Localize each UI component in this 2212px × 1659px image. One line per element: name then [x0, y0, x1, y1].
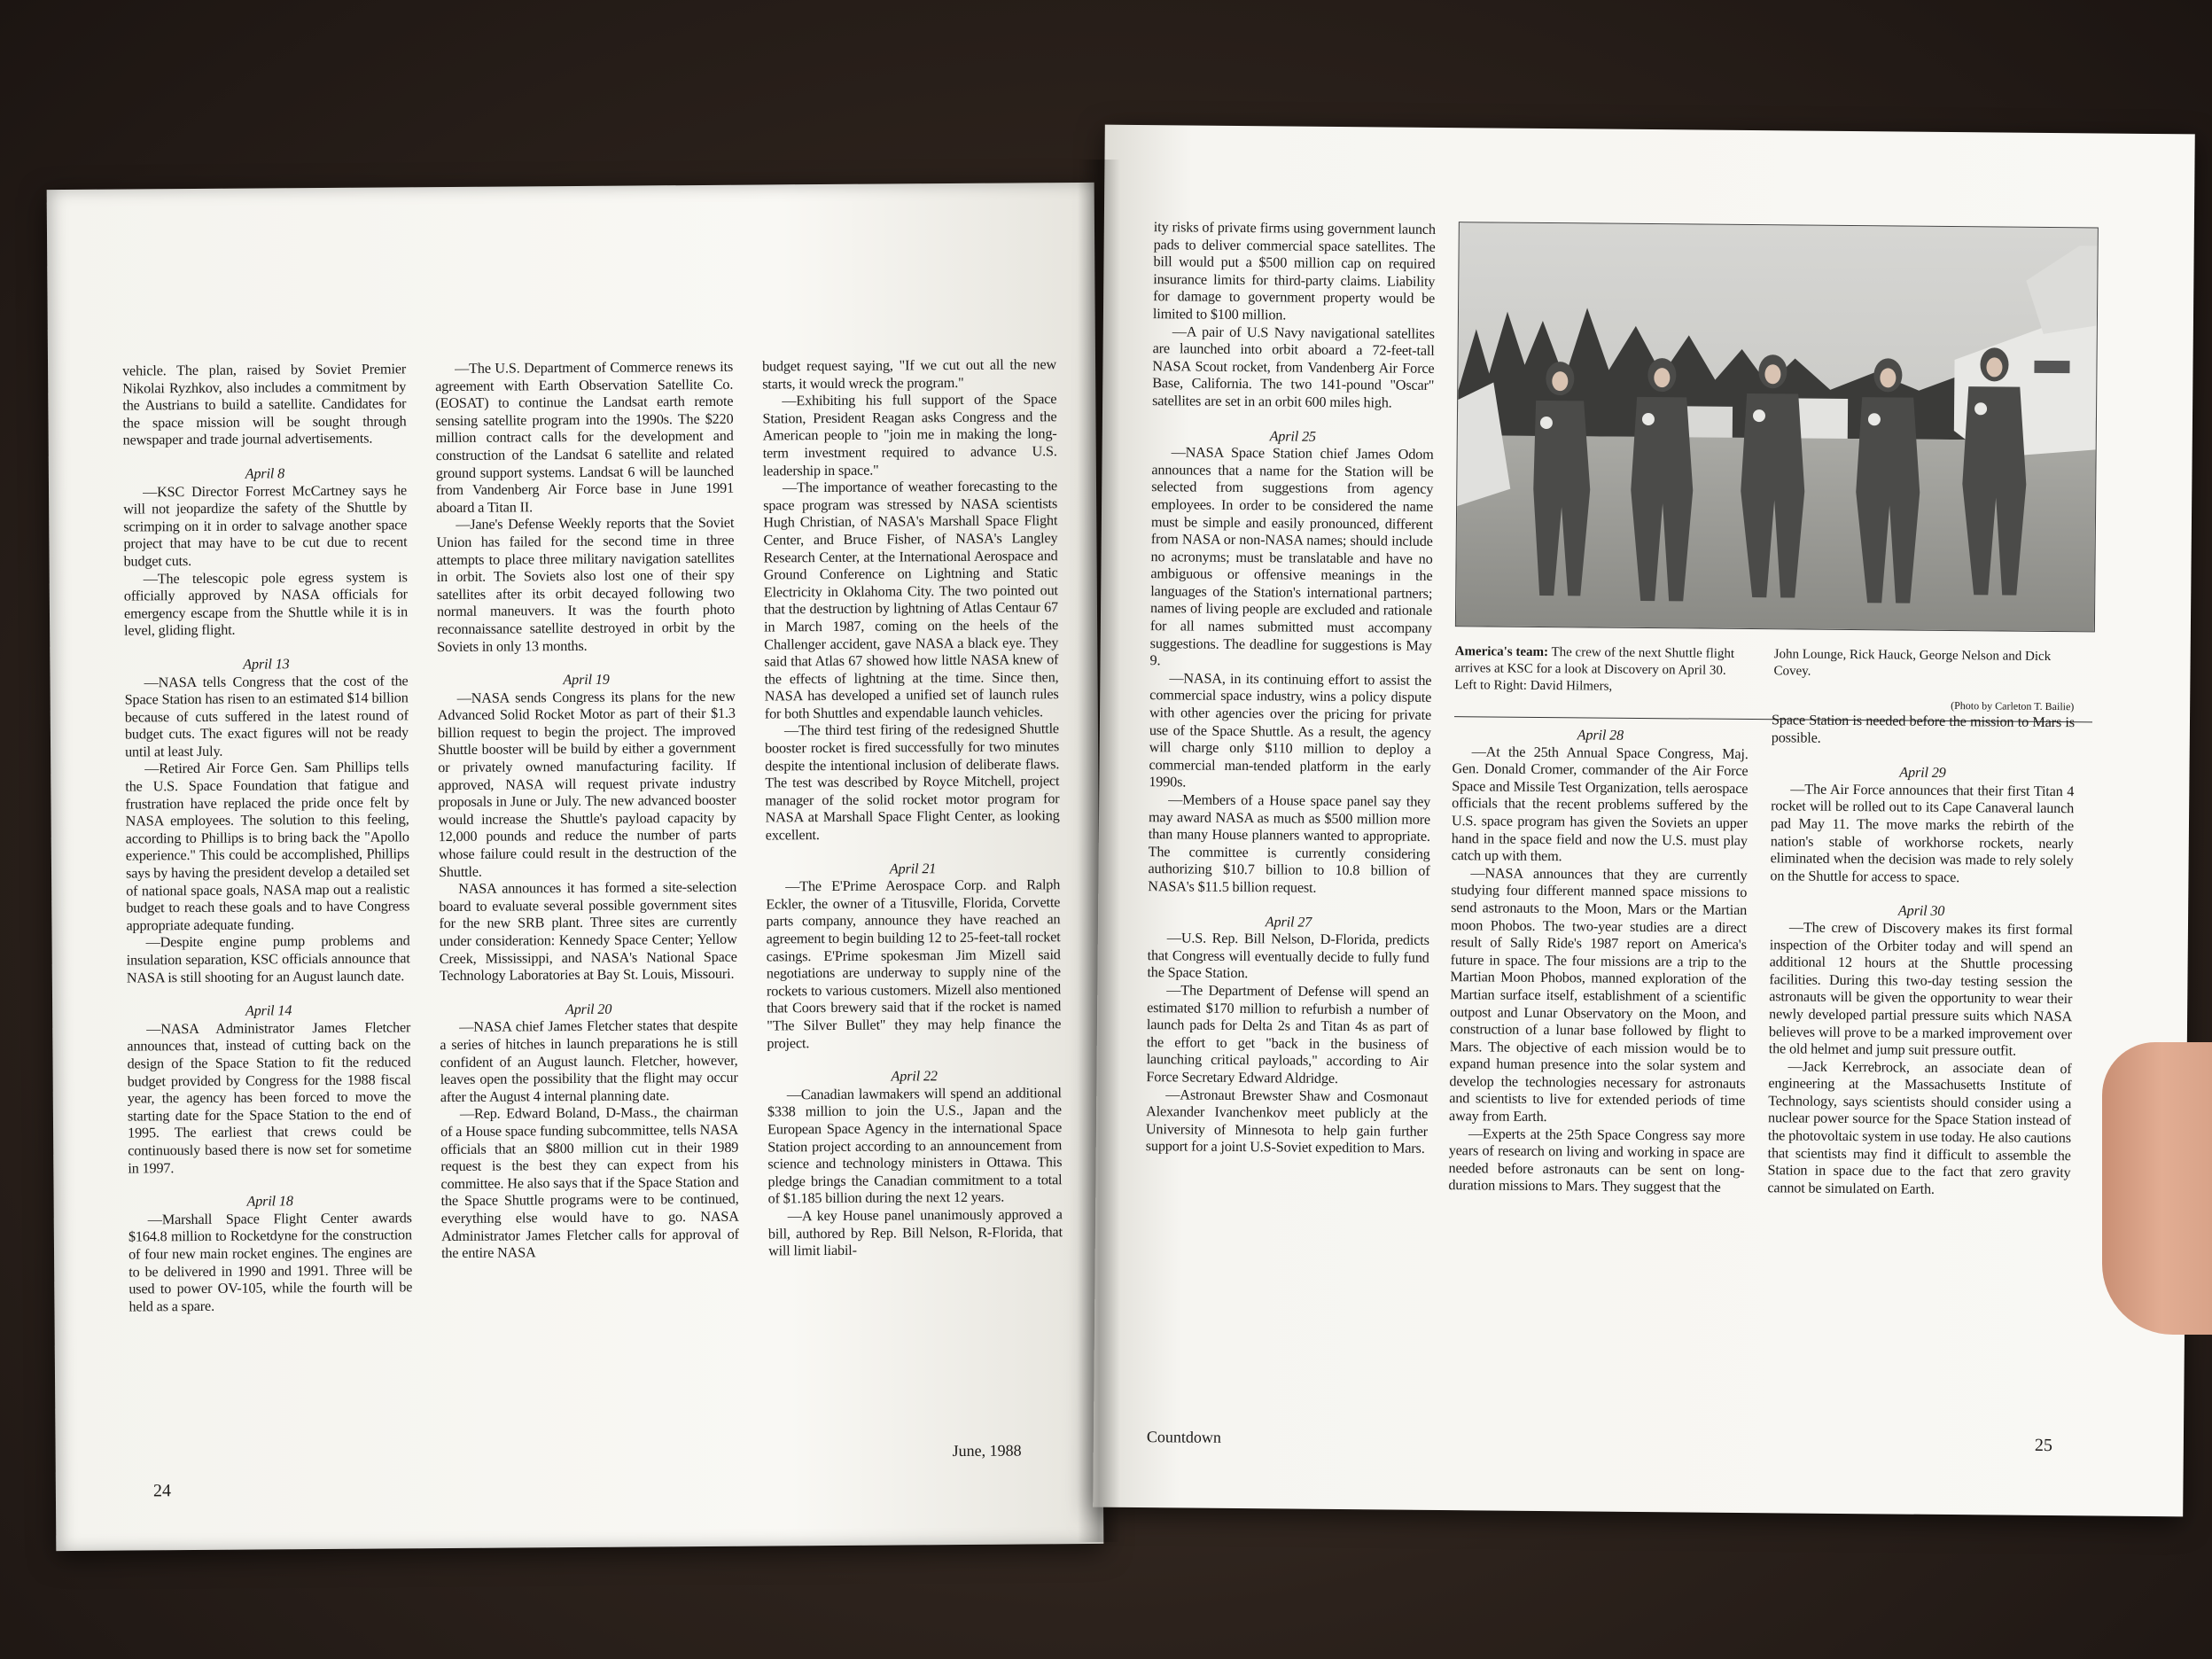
news-paragraph: —U.S. Rep. Bill Nelson, D-Florida, predicts that Congress will eventually decide to fully fund the Space Station. — [1147, 930, 1429, 982]
news-paragraph: —The E'Prime Aerospace Corp. and Ralph Eckler, the owner of a Titusville, Florida, Corvette parts company, announce they have reached an agreement to begin building 12 to 25-feet-tall rocket casings. E'Prime spokesman Jim Mizell said negotiations are underway to supply nine of the rockets to various customers. Mizell also mentioned that Coors brewery said that if the rocket is named "The Silver Bullet" they may help finance the project. — [766, 876, 1062, 1052]
news-paragraph: ity risks of private firms using government launch pads to deliver commercial space satellites. The bill would put a $500 million cap on required insurance limits for third-party claims. Liability for damage to government property would be limited to $100 million. — [1152, 219, 1436, 323]
entry-date: April 25 — [1269, 427, 1317, 445]
news-paragraph: —The telescopic pole egress system is officially approved by NASA officials for emergency escape from the Shuttle while it is in level, gliding flight. — [123, 568, 409, 639]
news-paragraph: —A pair of U.S Navy navigational satellites are launched into orbit aboard a 72-feet-tall NASA Scout rocket, from Vandenberg Air Force Base, California. The two 141-pound "Oscar" satellites are set in an orbit 600 miles high. — [1152, 323, 1435, 411]
entry-date: April 27 — [1265, 913, 1312, 931]
news-paragraph: —Rep. Edward Boland, D-Mass., the chairman of a House space funding subcommittee, tells NASA officials that an $800 million cut in their 1989 request is the best they can expect from his committee. He also says that if the Space Station and the Space Shuttle programs were to be continued, everything else would have to go. NASA Administrator James Fletcher calls for approval of the entire NASA — [440, 1104, 739, 1262]
news-paragraph: budget request saying, "If we cut out all the new starts, it would wreck the program." — [762, 356, 1057, 393]
news-paragraph: vehicle. The plan, raised by Soviet Premier Nikolai Ryzhkov, also includes a commitment by the Austrians to build a satellite. Candidates for the space mission will be sought through newspaper and trade journal advertisements. — [122, 361, 407, 448]
news-paragraph: —Jane's Defense Weekly reports that the Soviet Union has failed for the second time in three attempts to place three military navigation satellites in orbit. The Soviets also lost one of their spy satellites after its orbit decayed following two normal maneuvers. It was the fourth photo reconnaissance satellite destroyed in orbit by the Soviets in only 13 months. — [436, 515, 736, 655]
entry-date: April 8 — [245, 465, 285, 482]
news-paragraph: —KSC Director Forrest McCartney says he will not jeopardize the safety of the Shuttle by scrimping on it in order to salvage another space project that may have to be cut due to recent budget cuts. — [123, 481, 408, 570]
news-paragraph: —The Department of Defense will spend an estimated $170 million to refurbish a number of launch pads for Delta 2s and Titan 4s as part of the effort to get "back in the business of launching critical payloads," according to Air Force Secretary Edward Aldridge. — [1146, 982, 1429, 1087]
news-paragraph: —Despite engine pump problems and insulation separation, KSC officials announce that NASA is still shooting for an August launch date. — [126, 932, 410, 986]
news-paragraph: —NASA announces that they are currently studying four different manned space missions to send astronauts to the Moon, Mars or the Martian moon Phobos. The two-year studies are a direct result of Sally Ride's 1987 report on America's future in space. The four missions are a trip to the Martian Moon Phobos, manned exploration of the Martian surface itself, establishment of a scientific outpost and Lunar Observatory on the Moon, and construction of a lunar base followed by flight to Mars. The objective of each mission would be to expand human presence into the solar system and develop the technologies necessary for astronauts and scientists to live for extended periods of time away from Earth. — [1449, 865, 1748, 1125]
news-paragraph: —A key House panel unanimously approved a bill, authored by Rep. Bill Nelson, R-Florida, that will limit liabil- — [767, 1206, 1063, 1259]
crew-photo-image — [1456, 222, 2098, 631]
news-paragraph: NASA announces it has formed a site-selection board to evaluate several possible government sites for the new SRB plant. Three sites are currently under consideration: Kennedy Space Center; Yellow Creek, Mississippi, and NASA's National Space Technology Laboratories at Bay St. Louis, Missouri. — [439, 878, 737, 985]
news-paragraph: —At the 25th Annual Space Congress, Maj. Gen. Donald Cromer, commander of the Air Force Space and Missile Test Organization, tells aerospace officials that the recent problems suffered by the U.S. space program has given the Soviets an upper hand in the space field and now the U.S. must play catch up with them. — [1451, 743, 1749, 865]
news-paragraph: —NASA chief James Fletcher states that despite a series of hitches in launch preparations he is still confident of an August launch. Fletcher, however, leaves open the possibility that the flight may occur after the August 4 internal planning date. — [440, 1017, 738, 1105]
right-page — [1093, 125, 2195, 1517]
entry-date: April 28 — [1577, 727, 1624, 744]
left-page — [47, 183, 1104, 1551]
news-paragraph: —The crew of Discovery makes its first formal inspection of the Orbiter today and will spend an additional 12 hours at the Shuttle processing facilities. During this two-day testing session the astronauts will be given the opportunity to wear their newly developed partial pressure suits which NASA believes will prove to be a marked improvement over the old helmet and jump suit pressure outfit. — [1768, 919, 2074, 1059]
news-paragraph: —Members of a House space panel say they may award NASA as much as $500 million more than many House planners wanted to appropriate. The committee is currently considering authorizing $10.7 billion to 10.8 billion of NASA's $11.5 billion request. — [1148, 791, 1431, 896]
entry-date: April 19 — [563, 671, 610, 689]
right-page-column-1 — [1146, 219, 1436, 1158]
photo-credit: (Photo by Carleton T. Bailie) — [1951, 699, 2075, 713]
photo-caption-left — [1454, 643, 1736, 697]
news-paragraph: —The third test firing of the redesigned Shuttle booster rocket is fired successfully for two minutes despite the intentional inclusion of deliberate flaws. The test was described by Royce Mitchell, project manager of the solid rocket motor program for NASA at Marshall Space Flight Center, as looking excellent. — [765, 720, 1060, 844]
news-paragraph: —Marshall Space Flight Center awards $164.8 million to Rocketdyne for the construction of four new main rocket engines. The engines are to be delivered in 1990 and 1991. Three will be used to power OV-105, while the fourth will be held as a spare. — [128, 1210, 413, 1315]
caption-text: The crew of the next Shuttle flight arrives at KSC for a look at Discovery on April 30. Left to Right: David Hilmers, — [1454, 645, 1735, 694]
left-page-column-2 — [435, 359, 739, 1263]
page-number: 25 — [2034, 1435, 2052, 1456]
right-page-column-2 — [1448, 709, 1749, 1197]
news-paragraph: —Retired Air Force Gen. Sam Phillips tells the U.S. Space Foundation that fatigue and frustration have replaced the pride once felt by NASA employees. The solution to this feeling, according to Phillips is to bring back the "Apollo experience." This could be accomplished, Phillips says by having the president develop a detailed set of national space goals, NASA map out a realistic budget to reach these goals and to have Congress appropriate adequate funding. — [125, 759, 410, 934]
entry-date: April 21 — [889, 860, 937, 877]
entry-date: April 20 — [565, 1001, 612, 1017]
crew-photo — [1455, 222, 2099, 632]
news-paragraph: —The U.S. Department of Commerce renews its agreement with Earth Observation Satellite Co. (EOSAT) to continue the Landsat earth remote sensing satellite program into the 1990s. The $220 million contract calls for the development and construction of the Landsat 6 satellite and related ground support systems. Landsat 6 will be launched from Vandenberg Air Force base in June 1991 aboard a Titan II. — [435, 358, 735, 516]
news-paragraph: —Exhibiting his full support of the Space Station, President Reagan asks Congress and the American people to "join me in making the long-term investment required to advance U.S. leadership in space." — [762, 391, 1057, 479]
caption-lead: America's team: — [1454, 644, 1549, 660]
news-paragraph: Space Station is needed before the mission to Mars is possible. — [1771, 712, 2076, 746]
right-page-column-3 — [1767, 712, 2075, 1199]
magazine-title: Countdown — [1146, 1428, 1222, 1446]
news-paragraph: —NASA sends Congress its plans for the new Advanced Solid Rocket Motor as part of their $1.3 billion request to begin the project. The improved Shuttle booster will be build by either a government or privately owned manufacturing facility. If approved, NASA will request private industry proposals in June or July. The new advanced booster would increase the Shuttle's payload capacity by 12,000 pounds and reduce the number of parts whose failure could result in the destruction of the Shuttle. — [437, 688, 736, 880]
entry-date: April 13 — [243, 656, 290, 673]
news-paragraph: —Astronaut Brewster Shaw and Cosmonaut Alexander Ivanchenkov meet publicly at the University of Minnesota to help gain further support for a joint U.S-Soviet expedition to Mars. — [1145, 1086, 1429, 1157]
news-paragraph: —Canadian lawmakers will spend an additional $338 million to join the U.S., Japan and the European Space Agency in the international Space Station project according to an announcement from science and technology ministers in Ottawa. This pledge brings the Canadian commitment to a total of $1.185 billion during the next 12 years. — [767, 1084, 1063, 1207]
page-number: 24 — [152, 1481, 171, 1501]
news-paragraph: —NASA Space Station chief James Odom announces that a name for the Station will be selected from suggestions from agency employees. In order to be considered the name must be simple and easily pronounced, different from NASA or non-NASA names; should include no acronyms; must be translatable and have no ambiguous or offensive meanings in the languages of the Station's international partners; names of living people are excluded and rationale for all names submitted must accompany suggestions. The deadline for suggestions is May 9. — [1149, 444, 1434, 669]
left-page-column-3 — [762, 356, 1063, 1260]
news-paragraph: —NASA Administrator James Fletcher announces that, instead of cutting back on the design of the Space Station to fit the reduced budget provided by Congress for the 1988 fiscal year, the agency has been forced to move the starting date for the Space Station to the end of 1995. The earliest that crews could be continuously based there is now set for sometime in 1997. — [127, 1019, 412, 1177]
entry-date: April 22 — [891, 1068, 938, 1085]
news-paragraph: —NASA, in its continuing effort to assist the commercial space industry, wins a policy dispute with other agencies over the pricing for private use of the Space Shuttle. As a result, the agency will charge only $110 million to deploy a commercial man-tended platform in the early 1990s. — [1149, 670, 1432, 791]
photo-caption-right: John Lounge, Rick Hauck, George Nelson and Dick Covey. — [1773, 647, 2052, 679]
news-paragraph: —Experts at the 25th Space Congress say more years of research on living and working in space are needed before astronauts can be sent on long-duration missions to Mars. They suggest that the — [1448, 1125, 1745, 1196]
news-paragraph: —The importance of weather forecasting to the space program was stressed by NASA scientists Hugh Christian, of NASA's Marshall Space Flight Center, and Bruce Fisher, of NASA's Langley Research Center, at the International Aerospace and Ground Conference on Lightning and Static Electricity in Oklahoma City. The two pointed out that the destruction by lightning of Atlas Centaur 67 in March 1987, coming on the heels of the Challenger accident, gave NASA a black eye. They said that Atlas 67 showed how little NASA knew of the effects of lightning at the time. Since then, NASA has developed a unified set of launch rules for both Shuttles and expendable launch vehicles. — [763, 478, 1059, 722]
entry-date: April 30 — [1897, 902, 1945, 920]
news-paragraph: —The Air Force announces that their first Titan 4 rocket will be rolled out to its Cape Canaveral launch pad May 11. The move marks the rebirth of the nation's stable of workhorse rockets, nearly eliminated when the decision was made to rely solely on the Shuttle for access to space. — [1770, 781, 2075, 885]
issue-date: June, 1988 — [952, 1441, 1022, 1460]
left-page-column-1 — [122, 361, 412, 1315]
book-gutter — [1078, 160, 1120, 1542]
entry-date: April 18 — [246, 1193, 293, 1210]
entry-date: April 29 — [1899, 764, 1946, 782]
thumb — [2102, 1042, 2212, 1335]
entry-date: April 14 — [245, 1002, 292, 1019]
news-paragraph: —Jack Kerrebrock, an associate dean of engineering at the Massachusetts Institute of Technology, says scientists should consider using a nuclear power source for the Space Station instead of the photovoltaic system in use today. He also cautions that scientists may find it difficult to assemble the Station in space due to the fact that zero gravity cannot be simulated on Earth. — [1767, 1058, 2072, 1197]
news-paragraph: —NASA tells Congress that the cost of the Space Station has risen to an estimated $14 billion because of cuts suffered in the latest round of budget cuts. The exact figures will not be ready until at least July. — [124, 672, 409, 760]
